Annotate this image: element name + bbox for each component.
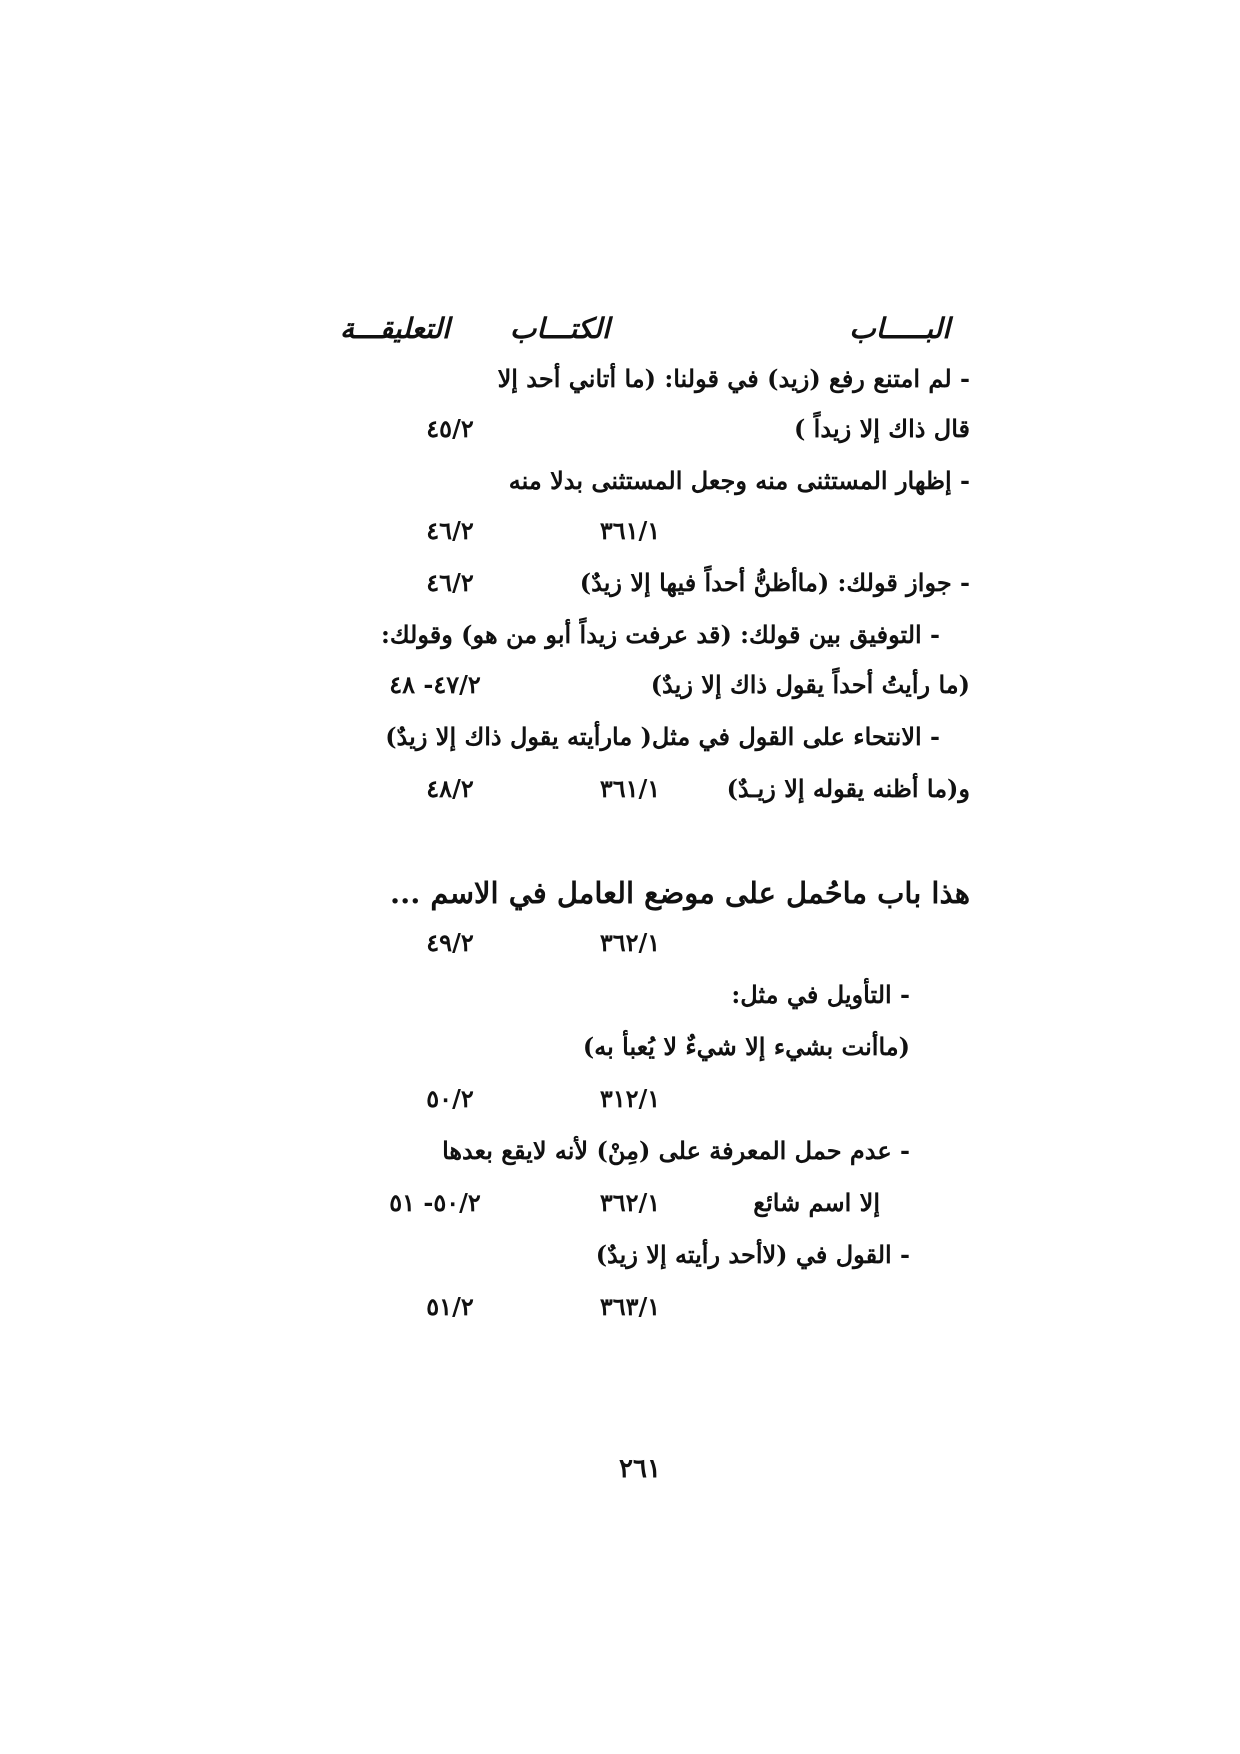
entry-f3-kitab-ref: ٣٦٣/١ — [599, 1292, 661, 1321]
entry-5-line-2: و(ما أظنه يقوله إلا زيـدٌ) — [726, 774, 970, 803]
entry-f1-line-2: (ماأنت بشيء إلا شيءٌ لا يُعبأ به) — [582, 1032, 910, 1061]
entry-2-kitab-ref: ٣٦١/١ — [599, 516, 661, 545]
column-header-kitab: الكتـــاب — [510, 312, 610, 345]
entry-5-kitab-ref: ٣٦١/١ — [599, 774, 661, 803]
entry-3-taliqa-ref: ٤٦/٢ — [426, 568, 474, 597]
entry-f2-line-2: إلا اسم شائع — [753, 1188, 880, 1217]
page-number: ٢٦١ — [619, 1454, 661, 1484]
entry-f2-kitab-ref: ٣٦٢/١ — [599, 1188, 661, 1217]
entry-f1-line-1: - التأويل في مثل: — [731, 980, 910, 1009]
entry-f1-taliqa-ref: ٥٠/٢ — [426, 1084, 474, 1113]
entry-1-taliqa-ref: ٤٥/٢ — [426, 414, 474, 443]
entry-4-taliqa-ref: ٤٧/٢- ٤٨ — [389, 670, 481, 699]
entry-f2-line-1: - عدم حمل المعرفة على (مِنْ) لأنه لايقع بعدها — [442, 1136, 910, 1165]
entry-4-line-1: - التوفيق بين قولك: (قد عرفت زيداً أبو من هو) وقولك: — [380, 620, 940, 649]
entry-1-line-2: قال ذاك إلا زيداً ) — [793, 414, 970, 443]
column-header-taliqa: التعليقـــة — [340, 312, 450, 345]
entry-f1-kitab-ref: ٣١٢/١ — [599, 1084, 661, 1113]
entry-f3-taliqa-ref: ٥١/٢ — [426, 1292, 474, 1321]
entry-2-taliqa-ref: ٤٦/٢ — [426, 516, 474, 545]
entry-4-line-2: (ما رأيتُ أحداً يقول ذاك إلا زيدٌ) — [650, 670, 970, 699]
entry-f2-taliqa-ref: ٥٠/٢- ٥١ — [389, 1188, 481, 1217]
entry-3-line-1: - جواز قولك: (ماأظنُّ أحداً فيها إلا زيدٌ) — [579, 568, 970, 597]
section-title: هذا باب ماحُمل على موضع العامل في الاسم ... — [390, 876, 970, 910]
column-header-bab: البـــــاب — [849, 312, 950, 345]
entry-5-line-1: - الانتحاء على القول في مثل( مارأيته يقول ذاك إلا زيدٌ) — [385, 722, 940, 751]
entry-1-line-1: - لم امتنع رفع (زيد) في قولنا: (ما أتاني أحد إلا — [497, 364, 970, 393]
entry-5-taliqa-ref: ٤٨/٢ — [426, 774, 474, 803]
entry-2-line-1: - إظهار المستثنى منه وجعل المستثنى بدلا منه — [508, 466, 970, 495]
section-kitab-ref: ٣٦٢/١ — [599, 928, 661, 957]
section-taliqa-ref: ٤٩/٢ — [426, 928, 474, 957]
entry-f3-line-1: - القول في (لاأحد رأيته إلا زيدٌ) — [595, 1240, 910, 1269]
